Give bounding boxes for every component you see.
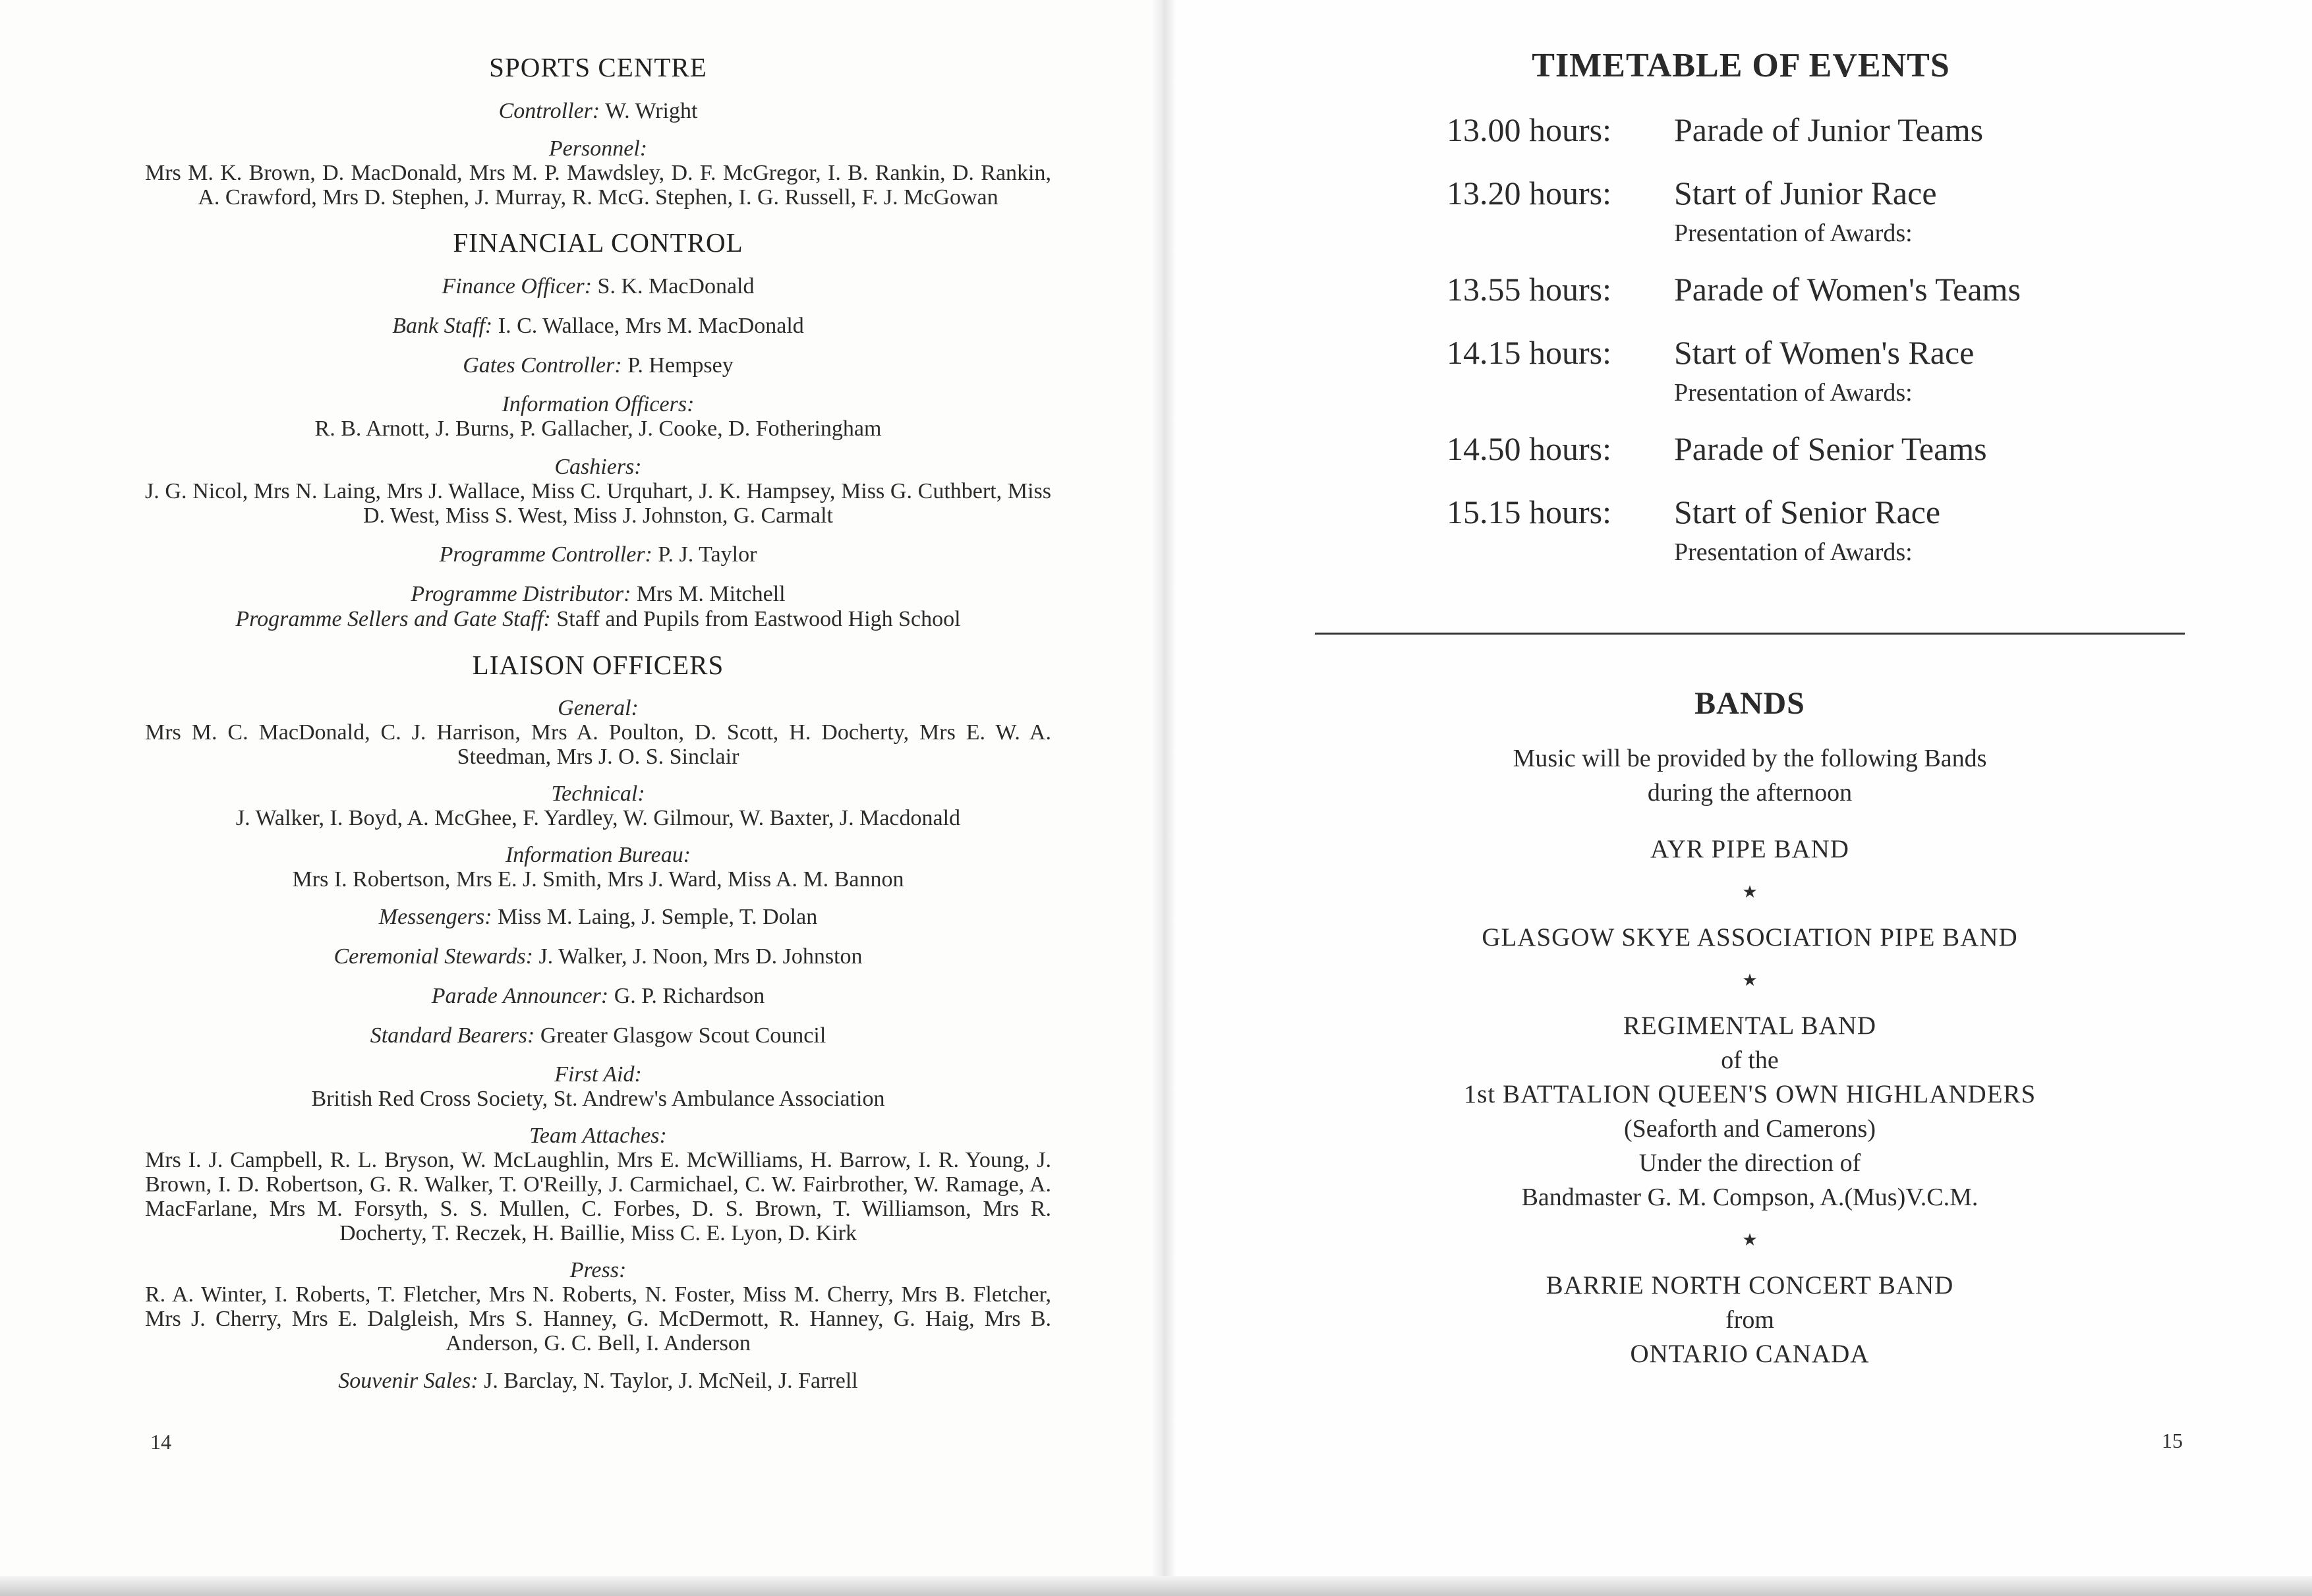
cashiers-label: Cashiers: [554, 455, 642, 479]
souvenir-sales-label: Souvenir Sales: [338, 1369, 478, 1393]
finance-officer-line [145, 274, 1051, 299]
timetable-time: 13.55 hours: [1447, 271, 1611, 308]
bank-staff-label: Bank Staff: [392, 314, 493, 338]
programme-distributor-line [145, 582, 1051, 607]
general-block [145, 697, 1051, 769]
timetable-event: Parade of Junior Teams [1674, 111, 1984, 148]
financial-control-heading: FINANCIAL CONTROL [453, 227, 743, 258]
bank-staff-names: I. C. Wallace, Mrs M. MacDonald [498, 314, 804, 338]
programme-distributor-block [145, 582, 1051, 632]
band-detail: Under the direction of [1638, 1149, 1861, 1177]
star-separator-icon: ★ [1742, 971, 1758, 990]
team-attaches-block [145, 1124, 1051, 1245]
bands-intro-line: Music will be provided by the following Bands [1513, 745, 1987, 772]
controller-label: Controller: [498, 99, 600, 123]
band-name: AYR PIPE BAND [1650, 835, 1849, 863]
timetable-event: Start of Women's Race [1674, 334, 1975, 371]
first-aid-names: British Red Cross Society, St. Andrew's Ambulance Association [311, 1087, 885, 1111]
bands-intro-line: during the afternoon [1647, 779, 1853, 807]
band-name: GLASGOW SKYE ASSOCIATION PIPE BAND [1482, 923, 2018, 952]
timetable-event: Start of Junior Race [1674, 175, 1937, 212]
personnel-names: Mrs M. K. Brown, D. MacDonald, Mrs M. P. Mawdsley, D. F. McGregor, I. B. Rankin, D. Rankin, A. Crawford, Mrs D. Stephen, J. Murray, R. McG. Stephen, I. G. Russell, F. J. McGowan [145, 161, 1051, 210]
controller-line [145, 99, 1051, 124]
general-names: Mrs M. C. MacDonald, C. J. Harrison, Mrs A. Poulton, D. Scott, H. Docherty, Mrs E. W. A. Steedman, Mrs J. O. S. Sinclair [145, 720, 1051, 769]
timetable-title: TIMETABLE OF EVENTS [1532, 47, 1950, 84]
star-separator-icon: ★ [1742, 882, 1758, 901]
right-page-content [1170, 0, 2312, 1596]
band-detail: ONTARIO CANADA [1630, 1340, 1870, 1368]
programme-sellers-names: Staff and Pupils from Eastwood High School [556, 607, 961, 631]
programme-distributor-label: Programme Distributor: [411, 582, 631, 606]
souvenir-sales-line [145, 1369, 1051, 1394]
timetable-subtitle: Presentation of Awards: [1674, 219, 1913, 247]
general-label: General: [558, 696, 639, 720]
bank-staff-line [145, 314, 1051, 339]
gates-controller-label: Gates Controller: [463, 353, 622, 378]
controller-name: W. Wright [605, 99, 698, 123]
sports-centre-heading: SPORTS CENTRE [489, 52, 707, 82]
timetable-event: Start of Senior Race [1674, 494, 1941, 530]
programme-sellers-line [145, 607, 1051, 632]
information-officers-block [145, 393, 1051, 441]
information-officers-label: Information Officers: [502, 392, 695, 416]
personnel-label: Personnel: [548, 136, 648, 161]
finance-officer-label: Finance Officer: [442, 274, 592, 299]
programme-controller-name: P. J. Taylor [658, 542, 757, 567]
timetable-time: 13.00 hours: [1447, 111, 1611, 148]
standard-bearers-line [145, 1023, 1051, 1048]
parade-announcer-line [145, 984, 1051, 1009]
gates-controller-line [145, 353, 1051, 378]
parade-announcer-name: G. P. Richardson [614, 984, 765, 1008]
timetable-time: 15.15 hours: [1447, 494, 1611, 530]
programme-controller-line [145, 542, 1051, 567]
press-names: R. A. Winter, I. Roberts, T. Fletcher, Mrs N. Roberts, N. Foster, Miss M. Cherry, Mrs B. Fletcher, Mrs J. Cherry, Mrs E. Dalgleish, Mrs S. Hanney, G. McDermott, R. Hanney, G. Haig, Mrs B. Anderson, G. C. Bell, I. Anderson [145, 1282, 1051, 1355]
standard-bearers-label: Standard Bearers: [370, 1023, 535, 1048]
programme-distributor-name: Mrs M. Mitchell [636, 582, 786, 606]
cashiers-block [145, 455, 1051, 528]
cashiers-names: J. G. Nicol, Mrs N. Laing, Mrs J. Wallace, Miss C. Urquhart, J. K. Hampsey, Miss G. Cuthbert, Miss D. West, Miss S. West, Miss J. Johnston, G. Carmalt [145, 479, 1051, 528]
ceremonial-stewards-label: Ceremonial Stewards: [333, 944, 533, 969]
star-separator-icon: ★ [1742, 1230, 1758, 1249]
technical-block [145, 782, 1051, 830]
band-detail: (Seaforth and Camerons) [1624, 1115, 1876, 1143]
information-bureau-block [145, 843, 1051, 892]
liaison-officers-heading: LIAISON OFFICERS [472, 650, 724, 680]
programme-controller-label: Programme Controller: [439, 542, 652, 567]
messengers-line [145, 905, 1051, 930]
timetable-time: 13.20 hours: [1447, 175, 1611, 212]
messengers-names: Miss M. Laing, J. Semple, T. Dolan [498, 905, 818, 929]
page-number-right: 15 [2162, 1429, 2183, 1452]
information-bureau-label: Information Bureau: [505, 843, 691, 867]
band-detail: Bandmaster G. M. Compson, A.(Mus)V.C.M. [1521, 1183, 1979, 1211]
band-name: REGIMENTAL BAND [1623, 1012, 1877, 1040]
gates-controller-name: P. Hempsey [627, 353, 734, 378]
band-name: BARRIE NORTH CONCERT BAND [1546, 1271, 1954, 1299]
band-detail: of the [1721, 1046, 1779, 1074]
parade-announcer-label: Parade Announcer: [431, 984, 609, 1008]
team-attaches-names: Mrs I. J. Campbell, R. L. Bryson, W. McLaughlin, Mrs E. McWilliams, H. Barrow, I. R. Young, J. Brown, I. D. Robertson, G. R. Walker, T. O'Reilly, J. Carmichael, C. W. Fairbrother, W. Ramage, A. MacFarlane, Mrs M. Forsyth, S. S. Mullen, C. Forbes, D. S. Brown, T. Williamson, Mrs R. Docherty, T. Reczek, H. Baillie, Miss C. E. Lyon, D. Kirk [145, 1148, 1051, 1245]
staff-listing [145, 51, 1051, 1407]
timetable-subtitle: Presentation of Awards: [1674, 538, 1913, 566]
first-aid-block [145, 1063, 1051, 1111]
souvenir-sales-names: J. Barclay, N. Taylor, J. McNeil, J. Farrell [484, 1369, 858, 1393]
band-detail: from [1725, 1306, 1774, 1334]
programme-sellers-label: Programme Sellers and Gate Staff: [235, 607, 551, 631]
press-block [145, 1259, 1051, 1355]
timetable-time: 14.50 hours: [1447, 430, 1611, 467]
timetable-event: Parade of Senior Teams [1674, 430, 1987, 467]
team-attaches-label: Team Attaches: [529, 1124, 667, 1148]
information-bureau-names: Mrs I. Robertson, Mrs E. J. Smith, Mrs J. Ward, Miss A. M. Bannon [292, 867, 904, 892]
personnel-block [145, 137, 1051, 210]
band-detail: 1st BATTALION QUEEN'S OWN HIGHLANDERS [1463, 1080, 2037, 1108]
information-officers-names: R. B. Arnott, J. Burns, P. Gallacher, J. Cooke, D. Fotheringham [314, 416, 882, 441]
timetable-event: Parade of Women's Teams [1674, 271, 2021, 308]
finance-officer-name: S. K. MacDonald [597, 274, 755, 299]
timetable-subtitle: Presentation of Awards: [1674, 379, 1913, 407]
ceremonial-stewards-line [145, 944, 1051, 969]
timetable-time: 14.15 hours: [1447, 334, 1611, 371]
bands-title: BANDS [1694, 686, 1805, 721]
technical-label: Technical: [551, 782, 645, 806]
bands-section [1288, 685, 2211, 1371]
page-number-left: 14 [150, 1430, 171, 1454]
press-label: Press: [569, 1258, 627, 1282]
messengers-label: Messengers: [378, 905, 492, 929]
first-aid-label: First Aid: [554, 1062, 642, 1087]
ceremonial-stewards-names: J. Walker, J. Noon, Mrs D. Johnston [538, 944, 863, 969]
standard-bearers-names: Greater Glasgow Scout Council [540, 1023, 826, 1048]
technical-names: J. Walker, I. Boyd, A. McGhee, F. Yardley, W. Gilmour, W. Baxter, J. Macdonald [235, 806, 961, 830]
section-divider [1315, 633, 2185, 635]
